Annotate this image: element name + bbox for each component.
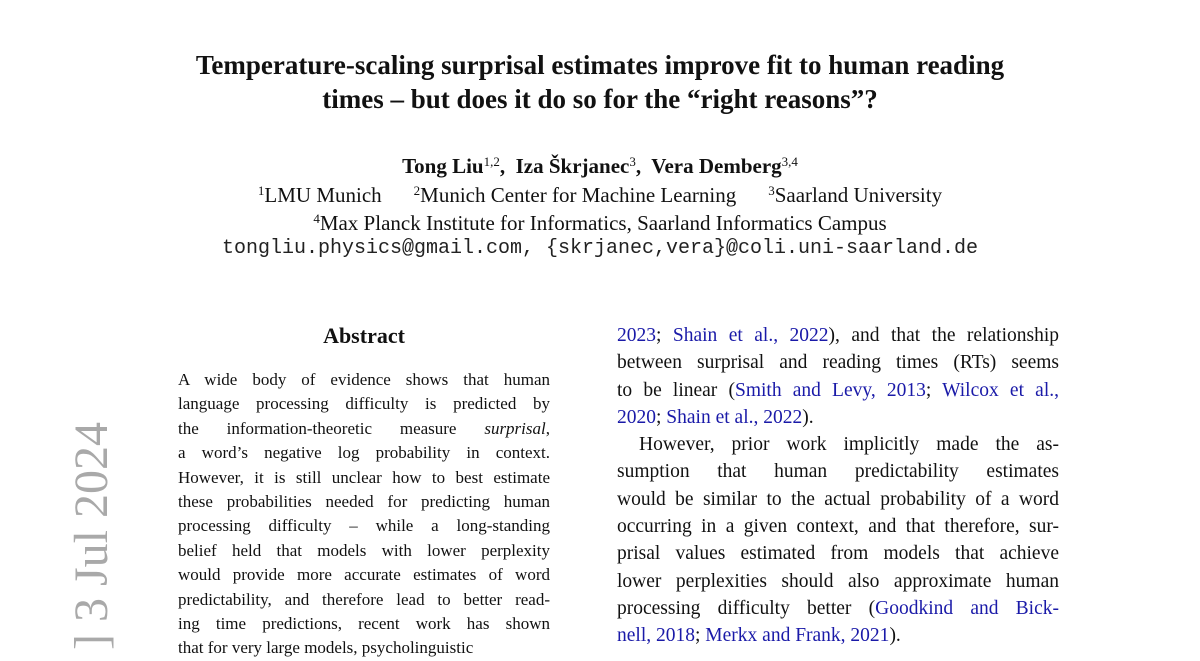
affiliations-line-2 <box>100 205 1100 237</box>
intro-column <box>617 322 1059 650</box>
intro-line <box>617 568 1059 595</box>
citation-link[interactable]: 2020 <box>617 406 656 428</box>
intro-line <box>617 540 1059 567</box>
citation-link[interactable]: Shain et al., 2022 <box>672 325 829 346</box>
abstract-line: that for very large models, psycholinguistic <box>178 638 474 658</box>
arxiv-stamp: ] 3 Jul 2024 <box>65 422 118 650</box>
affiliation: Max Planck Institute for Informatics, Saarland Informatics Campus <box>319 211 887 235</box>
abstract-line: predictability, and therefore lead to better read- <box>178 589 550 609</box>
affiliation: Saarland University <box>774 183 943 207</box>
intro-text: However, prior work implicitly made the as- <box>639 434 1059 456</box>
affiliation: Munich Center for Machine Learning <box>420 183 737 207</box>
intro-text: to be linear ( <box>617 379 735 401</box>
author-emails: tongliu.physics@gmail.com, {skrjanec,vera}@coli.uni-saarland.de <box>221 237 979 260</box>
citation-link[interactable]: Shain et al., 2022 <box>666 406 803 428</box>
abstract-heading: Abstract <box>323 323 405 348</box>
intro-line <box>617 486 1059 513</box>
author-list: Tong Liu$^{1,2}$, Iza Škrjanec$^3$, Vera Demberg$^{3,4}$ <box>402 154 798 178</box>
intro-line <box>617 595 1059 622</box>
affil-marker: 4 <box>313 211 320 226</box>
intro-text: would be similar to the actual probability of a word <box>617 488 1059 510</box>
intro-text: ). <box>802 406 814 428</box>
citation-link[interactable]: Goodkind and Bick- <box>875 597 1059 619</box>
intro-text: ; <box>656 406 667 428</box>
affil-marker: 1 <box>257 183 265 198</box>
intro-text: ), and that the relationship <box>828 325 1059 346</box>
author-affil-marker: 1,2 <box>483 154 500 169</box>
intro-text: sumption that human predictability estimates <box>617 461 1059 483</box>
citation-link[interactable]: Merkx and Frank, 2021 <box>705 625 890 647</box>
abstract-line: ing time predictions, recent work has shown <box>178 614 550 634</box>
abstract-line: belief held that models with lower perplexity <box>178 540 550 560</box>
intro-text: ; <box>695 625 706 647</box>
affil-marker: 3 <box>768 183 775 198</box>
intro-line <box>617 513 1059 540</box>
citation-link[interactable]: Wilcox et al., <box>942 379 1059 401</box>
author-name: Vera Demberg <box>651 154 782 178</box>
abstract-line: would provide more accurate estimates of word <box>178 565 550 585</box>
abstract-line: these probabilities needed for predicting human <box>178 492 550 512</box>
author-name: Iza Škrjanec <box>515 154 630 178</box>
citation-link[interactable]: nell, 2018 <box>617 625 695 647</box>
citation-link[interactable]: Smith and Levy, 2013 <box>734 379 926 401</box>
paper-title <box>100 48 1100 116</box>
abstract-line: a word’s negative log probability in context. <box>178 443 550 463</box>
abstract-line: language processing difficulty is predicted by <box>178 394 550 414</box>
intro-line <box>617 622 1059 649</box>
intro-line <box>617 377 1059 404</box>
intro-text: processing difficulty better ( <box>617 597 876 619</box>
intro-line <box>617 322 1059 349</box>
abstract-line: However, it is still unclear how to best estimate <box>178 467 550 487</box>
intro-line <box>617 458 1059 485</box>
affil-marker: 2 <box>413 183 421 198</box>
intro-line <box>617 431 1059 458</box>
intro-text: ; <box>656 325 673 346</box>
author-affil-marker: 3,4 <box>781 154 798 169</box>
intro-text: prisal values estimated from models that achieve <box>617 543 1059 565</box>
intro-text: ). <box>889 625 901 647</box>
abstract-line: processing difficulty – while a long-standing <box>178 516 550 536</box>
title-line: Temperature-scaling surprisal estimates improve fit to human reading <box>195 50 1005 80</box>
intro-line <box>617 404 1059 431</box>
citation-link[interactable]: 2023 <box>617 325 656 346</box>
intro-text: lower perplexities should also approximate human <box>617 570 1059 592</box>
intro-line <box>617 349 1059 376</box>
author-affil-marker: 3 <box>629 154 636 169</box>
author-name: Tong Liu <box>402 154 484 178</box>
abstract-line: A wide body of evidence shows that human <box>178 370 550 389</box>
abstract-body <box>178 368 550 661</box>
intro-text: occurring in a given context, and that therefore, sur- <box>617 516 1059 538</box>
intro-text: between surprisal and reading times (RTs) seems <box>617 352 1059 374</box>
affiliation: LMU Munich <box>264 183 382 207</box>
title-line: times – but does it do so for the “right reasons”? <box>322 84 878 114</box>
abstract-line: the information-theoretic measure surprisal, <box>178 418 550 438</box>
intro-text: ; <box>925 379 943 401</box>
